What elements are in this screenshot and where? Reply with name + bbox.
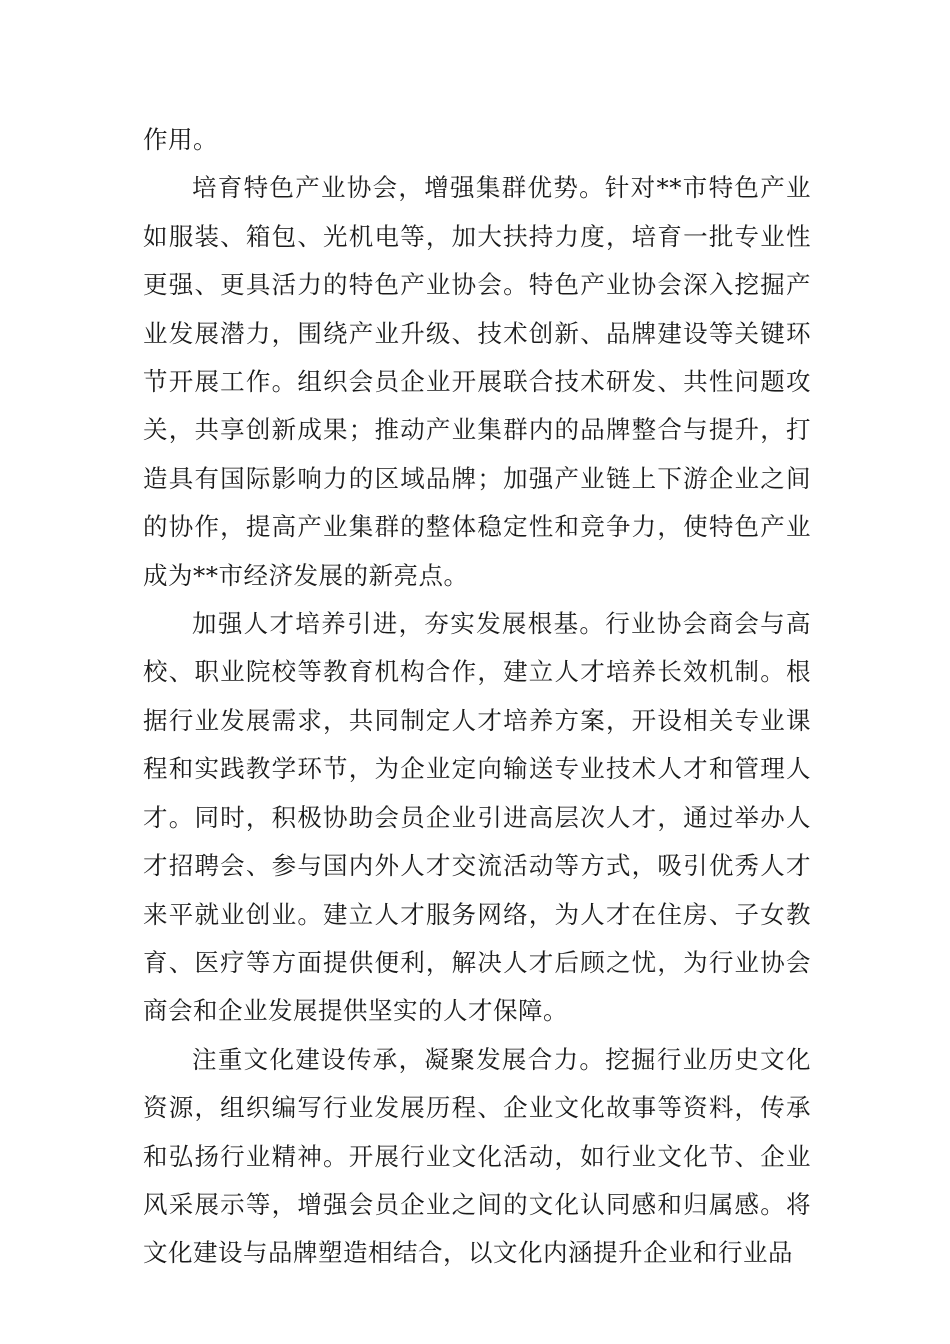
paragraph-culture-building: 注重文化建设传承，凝聚发展合力。挖掘行业历史文化资源，组织编写行业发展历程、企业文化故事等资料，传承和弘扬行业精神。开展行业文化活动，如行业文化节、企业风采展示等，增强会员企业之间的文化认同感和归属感。将文化建设与品牌塑造相结合，以文化内涵提升企业和行业品 <box>143 1044 811 1268</box>
document-body <box>143 116 811 1278</box>
paragraph-continuation: 作用。 <box>143 125 218 154</box>
paragraph-industry-associations: 培育特色产业协会，增强集群优势。针对**市特色产业如服装、箱包、光机电等，加大扶持力度，培育一批专业性更强、更具活力的特色产业协会。特色产业协会深入挖掘产业发展潜力，围绕产业升级、技术创新、品牌建设等关键环节开展工作。组织会员企业开展联合技术研发、共性问题攻关，共享创新成果；推动产业集群内的品牌整合与提升，打造具有国际影响力的区域品牌；加强产业链上下游企业之间的协作，提高产业集群的整体稳定性和竞争力，使特色产业成为**市经济发展的新亮点。 <box>143 173 811 590</box>
paragraph-talent-cultivation: 加强人才培养引进，夯实发展根基。行业协会商会与高校、职业院校等教育机构合作，建立人才培养长效机制。根据行业发展需求，共同制定人才培养方案，开设相关专业课程和实践教学环节，为企业定向输送专业技术人才和管理人才。同时，积极协助会员企业引进高层次人才，通过举办人才招聘会、参与国内外人才交流活动等方式，吸引优秀人才来平就业创业。建立人才服务网络，为人才在住房、子女教育、医疗等方面提供便利，解决人才后顾之忧，为行业协会商会和企业发展提供坚实的人才保障。 <box>143 609 811 1026</box>
